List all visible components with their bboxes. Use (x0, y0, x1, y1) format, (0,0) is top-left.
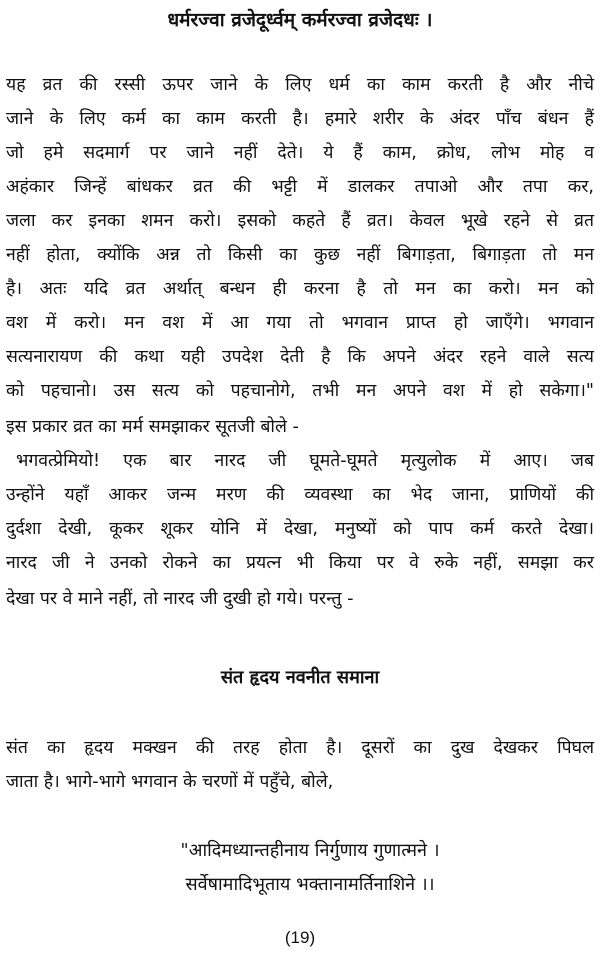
verse-line: "आदिमध्यान्तहीनाय निर्गुणाय गुणात्मने । (180, 840, 440, 861)
text-line: अहंकार जिन्हें बांधकर व्रत की भट्टी में डालकर तपाओ और तपा कर, (6, 177, 594, 197)
text-line: नहीं होता, क्योंकि अन्न तो किसी का कुछ नहीं बिगाड़ता, बिगाड़ता तो मन (6, 245, 594, 265)
text-line: जाने के लिए कर्म का काम करती है। हमारे शरीर के अंदर पाँच बंधन हैं (6, 109, 594, 129)
text-line: संत का हृदय मक्खन की तरह होता है। दूसरों का दुख देखकर पिघल (6, 738, 594, 758)
text-line: नारद जी ने उनको रोकने का प्रयत्न भी किया पर वे रुके नहीं, समझा कर (6, 553, 594, 573)
text-line: भगवत्प्रेमियो! एक बार नारद जी घूमते-घूमते मृत्युलोक में आए। जब (16, 451, 594, 471)
text-line: यह व्रत की रस्सी ऊपर जाने के लिए धर्म का काम करती है और नीचे (6, 75, 594, 95)
page-title: धर्मरज्वा व्रजेदूर्ध्वम् कर्मरज्वा व्रजेदधः । (167, 9, 433, 31)
text-line: है। अतः यदि व्रत अर्थात् बन्धन ही करना है तो मन का करो। मन को (6, 279, 594, 299)
text-line: जो हमे सदमार्ग पर जाने नहीं देते। ये हैं काम, क्रोध, लोभ मोह व (6, 143, 594, 163)
section-heading: संत हृदय नवनीत समाना (220, 667, 380, 688)
text-line: को पहचानो। उस सत्य को पहचानोगे, तभी मन अपने वश में हो सकेगा।" (6, 381, 594, 401)
text-line: वश में करो। मन वश में आ गया तो भगवान प्राप्त हो जाएँगे। भगवान (6, 313, 594, 333)
text-line: जाता है। भागे-भागे भगवान के चरणों में पहुँचे, बोले, (6, 772, 334, 792)
text-line: देखा पर वे माने नहीं, तो नारद जी दुखी हो गये। परन्तु - (6, 589, 354, 609)
text-line: सत्यनारायण की कथा यही उपदेश देती है कि अपने अंदर रहने वाले सत्य (6, 347, 594, 367)
verse-line: सर्वेषामादिभूताय भक्तानामर्तिनाशिने ।। (185, 874, 435, 895)
text-line: जला कर इनका शमन करो। इसको कहते हैं व्रत। केवल भूखे रहने से व्रत (6, 211, 594, 231)
page-number: (19) (284, 928, 316, 947)
text-line: इस प्रकार व्रत का मर्म समझाकर सूतजी बोले - (6, 417, 299, 437)
text-line: दुर्दशा देखी, कूकर शूकर योनि में देखा, मनुष्यों को पाप कर्म करते देखा। (6, 519, 594, 539)
text-line: उन्होंने यहाँ आकर जन्म मरण की व्यवस्था का भेद जाना, प्राणियों की (6, 485, 594, 505)
